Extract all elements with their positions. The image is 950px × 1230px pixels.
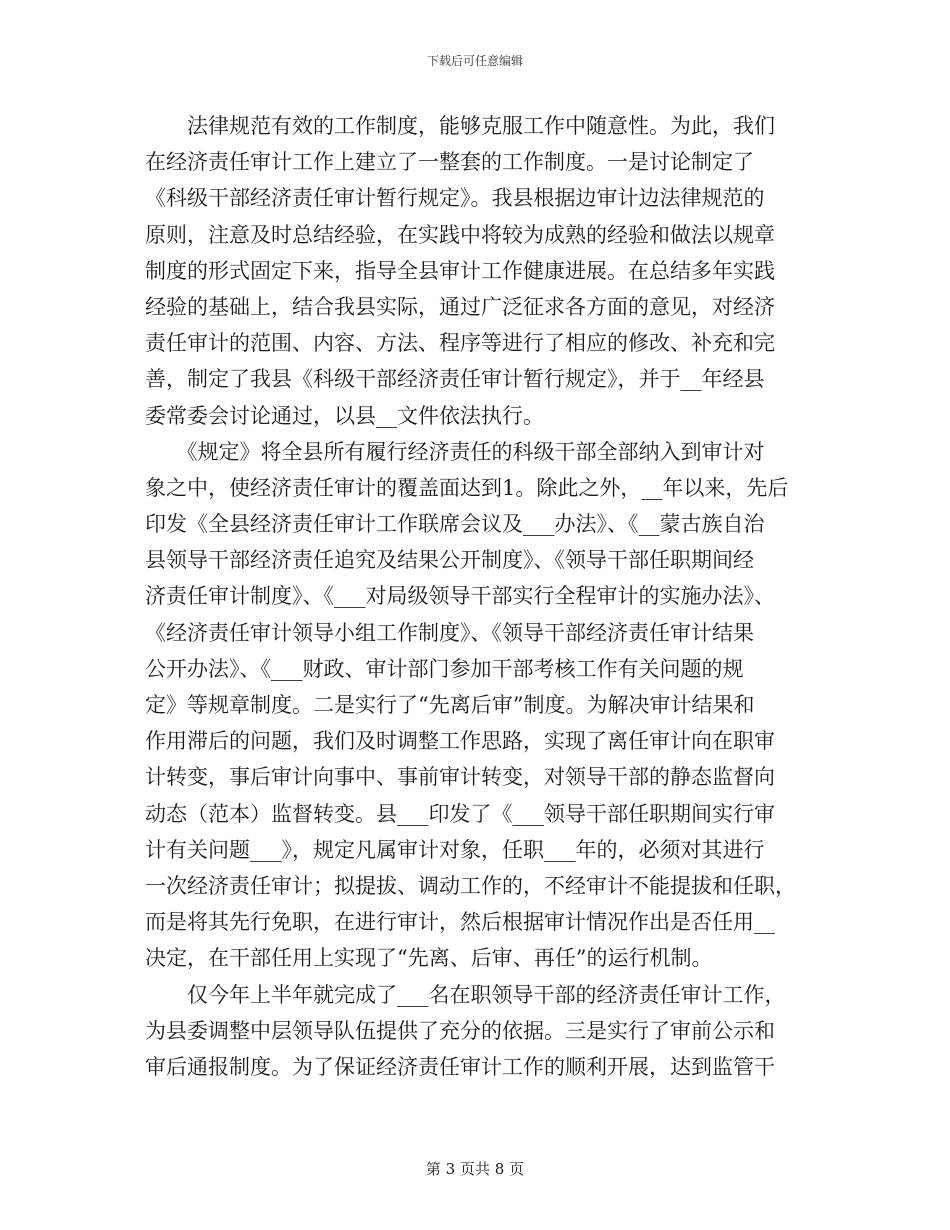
text-line: 原则，注意及时总结经验，在实践中将较为成熟的经验和做法以规章 <box>145 222 775 247</box>
text-line: 一次经济责任审计；拟提拔、调动工作的，不经审计不能提拔和任职， <box>145 873 796 898</box>
text-line: 计有关问题___》，规定凡属审计对象，任职___年的，必须对其进行 <box>145 837 765 862</box>
text-line: 印发《全县经济责任审计工作联席会议及___办法》、《__蒙古族自治 <box>145 512 765 537</box>
page-footer: 第 3 页共 8 页 <box>425 1160 525 1178</box>
text-line: 而是将其先行免职，在进行审计，然后根据审计情况作出是否任用__ <box>145 910 775 935</box>
text-line: 为县委调整中层领导队伍提供了充分的依据。三是实行了审前公示和 <box>145 1018 775 1043</box>
text-line: 仅今年上半年就完成了___名在职领导干部的经济责任审计工作， <box>145 982 786 1007</box>
text-line: 责任审计的范围、内容、方法、程序等进行了相应的修改、补充和完 <box>145 331 775 356</box>
text-line: 县领导干部经济责任追究及结果公开制度》、《领导干部任职期间经 <box>145 548 754 573</box>
text-line: 审后通报制度。为了保证经济责任审计工作的顺利开展，达到监管干 <box>145 1054 775 1079</box>
text-line: 动态（范本）监督转变。县___印发了《___领导干部任职期间实行审 <box>145 801 775 826</box>
text-line: 法律规范有效的工作制度，能够克服工作中随意性。为此，我们 <box>145 114 775 138</box>
text-line: 在经济责任审计工作上建立了一整套的工作制度。一是讨论制定了 <box>145 150 754 175</box>
text-line: 决定，在干部任用上实现了“先离、后审、再任”的运行机制。 <box>145 946 713 971</box>
text-line: 《科级干部经济责任审计暂行规定》。我县根据边审计边法律规范的 <box>145 186 765 211</box>
text-line: 济责任审计制度》、《___对局级领导干部实行全程审计的实施办法》、 <box>145 584 775 609</box>
text-line: 定》等规章制度。二是实行了“先离后审”制度。为解决审计结果和 <box>145 693 755 717</box>
text-line: 公开办法》、《___财政、审计部门参加干部考核工作有关问题的规 <box>145 656 744 681</box>
text-line: 《经济责任审计领导小组工作制度》、《领导干部经济责任审计结果 <box>145 620 754 645</box>
text-line: 作用滞后的问题，我们及时调整工作思路，实现了离任审计向在职审 <box>145 729 775 754</box>
page-header: 下载后可任意编辑 <box>426 54 523 68</box>
text-line: 委常委会讨论通过，以县__文件依法执行。 <box>145 403 544 428</box>
body-text <box>145 108 805 1085</box>
text-line: 计转变，事后审计向事中、事前审计转变，对领导干部的静态监督向 <box>145 765 775 790</box>
text-line: 象之中，使经济责任审计的覆盖面达到1。除此之外，__年以来，先后 <box>145 475 789 500</box>
text-line: 《规定》将全县所有履行经济责任的科级干部全部纳入到审计对 <box>145 439 765 464</box>
text-line: 经验的基础上，结合我县实际，通过广泛征求各方面的意见，对经济 <box>145 294 775 319</box>
text-line: 制度的形式固定下来，指导全县审计工作健康进展。在总结多年实践 <box>145 258 775 283</box>
text-line: 善，制定了我县《科级干部经济责任审计暂行规定》，并于__年经县 <box>145 367 765 392</box>
